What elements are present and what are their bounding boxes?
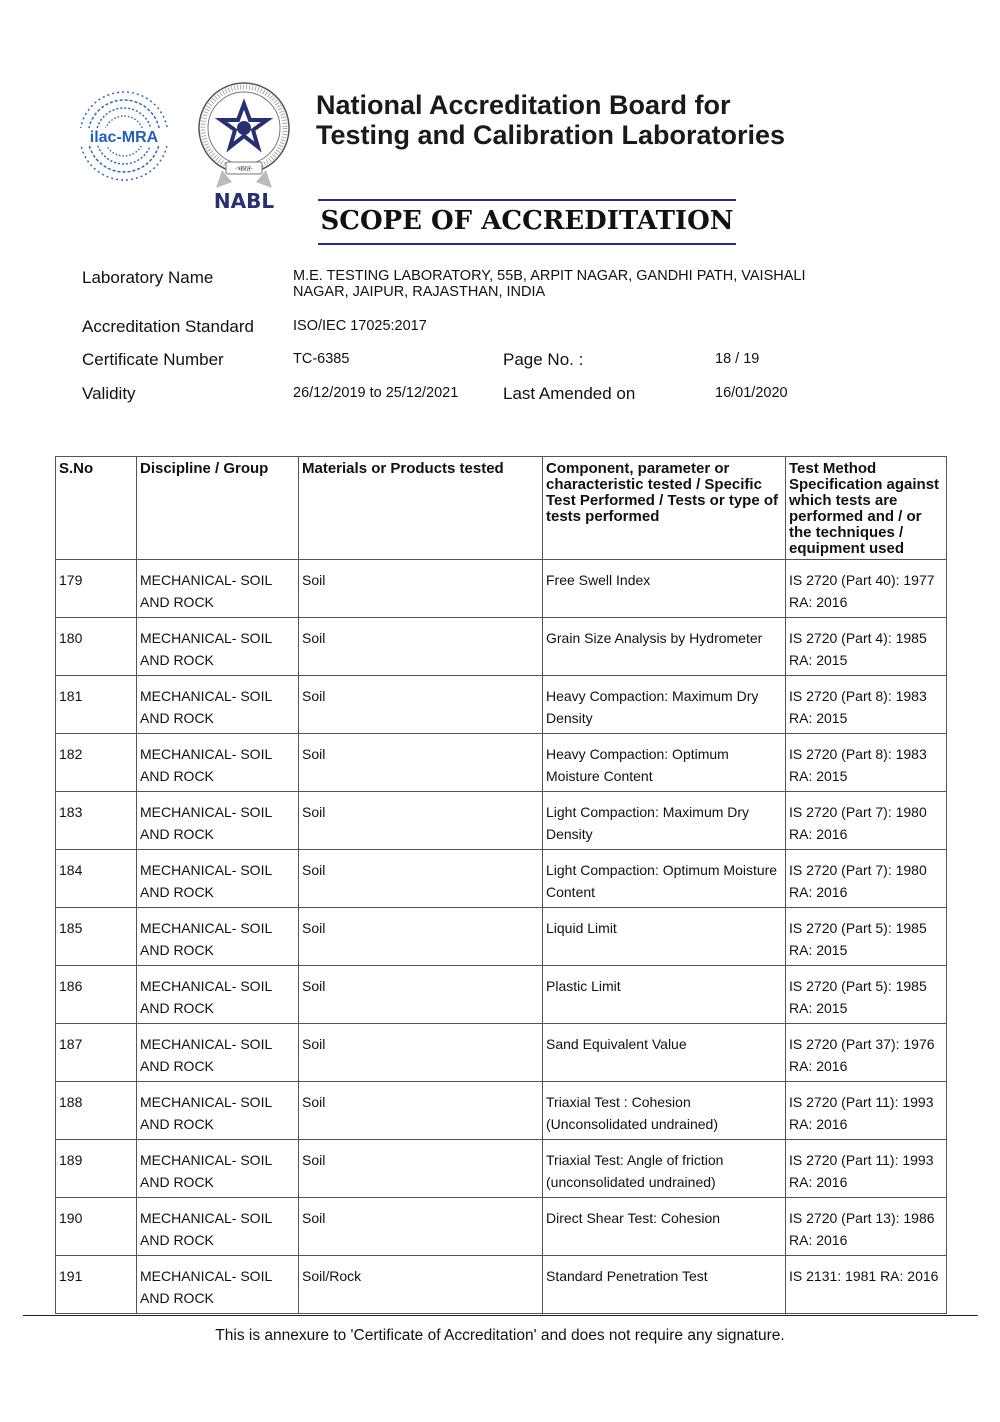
validity-value: 26/12/2019 to 25/12/2021 <box>293 385 459 401</box>
cell-sno: 186 <box>56 966 137 1024</box>
cell-method: IS 2720 (Part 8): 1983 RA: 2015 <box>786 676 947 734</box>
cell-discipline: MECHANICAL- SOIL AND ROCK <box>137 908 299 966</box>
header-sno: S.No <box>56 457 137 560</box>
cell-sno: 182 <box>56 734 137 792</box>
cell-sno: 187 <box>56 1024 137 1082</box>
header-discipline: Discipline / Group <box>137 457 299 560</box>
table-row <box>56 1140 947 1198</box>
cell-component: Free Swell Index <box>543 560 786 618</box>
cell-material: Soil <box>299 618 543 676</box>
table-row <box>56 734 947 792</box>
table-row <box>56 850 947 908</box>
cell-method: IS 2720 (Part 40): 1977 RA: 2016 <box>786 560 947 618</box>
cell-material: Soil <box>299 792 543 850</box>
cell-discipline: MECHANICAL- SOIL AND ROCK <box>137 734 299 792</box>
cell-discipline: MECHANICAL- SOIL AND ROCK <box>137 676 299 734</box>
cell-material: Soil <box>299 966 543 1024</box>
cell-method: IS 2720 (Part 37): 1976 RA: 2016 <box>786 1024 947 1082</box>
cell-component: Light Compaction: Maximum Dry Density <box>543 792 786 850</box>
certificate-number-label: Certificate Number <box>82 350 224 369</box>
cell-material: Soil/Rock <box>299 1256 543 1314</box>
header-materials: Materials or Products tested <box>299 457 543 560</box>
last-amended-value: 16/01/2020 <box>715 385 788 401</box>
cell-method: IS 2131: 1981 RA: 2016 <box>786 1256 947 1314</box>
header-component: Component, parameter or characteristic tested / Specific Test Performed / Tests or type of tests performed <box>543 457 786 560</box>
org-title-line1: National Accreditation Board for <box>316 90 731 120</box>
nabl-logo-text: NABL <box>213 189 275 213</box>
ilac-mra-logo-text: ilac-MRA <box>89 129 159 146</box>
certificate-number-value: TC-6385 <box>293 351 350 367</box>
cell-component: Triaxial Test : Cohesion (Unconsolidated undrained) <box>543 1082 786 1140</box>
cell-material: Soil <box>299 1082 543 1140</box>
last-amended-label: Last Amended on <box>503 384 636 403</box>
footer-divider <box>23 1315 978 1316</box>
cell-discipline: MECHANICAL- SOIL AND ROCK <box>137 850 299 908</box>
ilac-mra-logo <box>76 88 172 184</box>
cell-component: Heavy Compaction: Optimum Moisture Content <box>543 734 786 792</box>
cell-method: IS 2720 (Part 4): 1985 RA: 2015 <box>786 618 947 676</box>
table-row <box>56 1198 947 1256</box>
cell-discipline: MECHANICAL- SOIL AND ROCK <box>137 1256 299 1314</box>
table-row <box>56 908 947 966</box>
cell-material: Soil <box>299 676 543 734</box>
table-row <box>56 966 947 1024</box>
table-row <box>56 1256 947 1314</box>
lab-name-value <box>293 268 805 300</box>
table-row <box>56 792 947 850</box>
lab-name-line1: M.E. TESTING LABORATORY, 55B, ARPIT NAGAR, GANDHI PATH, VAISHALI <box>293 268 806 284</box>
scope-title-box <box>318 199 736 245</box>
cell-component: Light Compaction: Optimum Moisture Content <box>543 850 786 908</box>
page-number-label: Page No. : <box>503 350 584 369</box>
cell-method: IS 2720 (Part 7): 1980 RA: 2016 <box>786 792 947 850</box>
cell-sno: 190 <box>56 1198 137 1256</box>
cell-sno: 184 <box>56 850 137 908</box>
cell-sno: 189 <box>56 1140 137 1198</box>
cell-material: Soil <box>299 1198 543 1256</box>
lab-name-label: Laboratory Name <box>82 268 214 287</box>
cell-material: Soil <box>299 1024 543 1082</box>
cell-material: Soil <box>299 1140 543 1198</box>
scope-title: SCOPE OF ACCREDITATION <box>320 206 734 236</box>
cell-discipline: MECHANICAL- SOIL AND ROCK <box>137 1198 299 1256</box>
cell-component: Grain Size Analysis by Hydrometer <box>543 618 786 676</box>
cell-method: IS 2720 (Part 5): 1985 RA: 2015 <box>786 966 947 1024</box>
nabl-logo <box>194 80 294 214</box>
cell-method: IS 2720 (Part 11): 1993 RA: 2016 <box>786 1140 947 1198</box>
cell-component: Direct Shear Test: Cohesion <box>543 1198 786 1256</box>
scope-table <box>55 456 947 1314</box>
table-header-row <box>56 457 947 560</box>
cell-method: IS 2720 (Part 7): 1980 RA: 2016 <box>786 850 947 908</box>
table-row <box>56 560 947 618</box>
cell-method: IS 2720 (Part 8): 1983 RA: 2015 <box>786 734 947 792</box>
table-row <box>56 1082 947 1140</box>
cell-sno: 185 <box>56 908 137 966</box>
cell-discipline: MECHANICAL- SOIL AND ROCK <box>137 1024 299 1082</box>
lab-name-line2: NAGAR, JAIPUR, RAJASTHAN, INDIA <box>293 284 546 300</box>
cell-component: Sand Equivalent Value <box>543 1024 786 1082</box>
nabl-ribbon-text: ·भारत· <box>234 165 254 173</box>
cell-component: Standard Penetration Test <box>543 1256 786 1314</box>
cell-discipline: MECHANICAL- SOIL AND ROCK <box>137 1082 299 1140</box>
table-row <box>56 618 947 676</box>
cell-component: Plastic Limit <box>543 966 786 1024</box>
standard-label: Accreditation Standard <box>82 317 254 336</box>
cell-discipline: MECHANICAL- SOIL AND ROCK <box>137 966 299 1024</box>
standard-value: ISO/IEC 17025:2017 <box>293 318 427 334</box>
cell-sno: 181 <box>56 676 137 734</box>
cell-material: Soil <box>299 734 543 792</box>
header-test-method: Test Method Specification against which tests are performed and / or the techniques / equipment used <box>786 457 947 560</box>
page-number-value: 18 / 19 <box>715 351 760 367</box>
table-row <box>56 1024 947 1082</box>
cell-discipline: MECHANICAL- SOIL AND ROCK <box>137 1140 299 1198</box>
cell-material: Soil <box>299 908 543 966</box>
table-row <box>56 676 947 734</box>
cell-sno: 179 <box>56 560 137 618</box>
organization-title <box>316 90 785 150</box>
org-title-line2: Testing and Calibration Laboratories <box>316 120 786 150</box>
cell-sno: 180 <box>56 618 137 676</box>
cell-sno: 183 <box>56 792 137 850</box>
cell-method: IS 2720 (Part 5): 1985 RA: 2015 <box>786 908 947 966</box>
cell-material: Soil <box>299 560 543 618</box>
cell-component: Heavy Compaction: Maximum Dry Density <box>543 676 786 734</box>
cell-method: IS 2720 (Part 13): 1986 RA: 2016 <box>786 1198 947 1256</box>
cell-discipline: MECHANICAL- SOIL AND ROCK <box>137 560 299 618</box>
cell-method: IS 2720 (Part 11): 1993 RA: 2016 <box>786 1082 947 1140</box>
cell-sno: 188 <box>56 1082 137 1140</box>
cell-component: Triaxial Test: Angle of friction (unconsolidated undrained) <box>543 1140 786 1198</box>
cell-component: Liquid Limit <box>543 908 786 966</box>
cell-discipline: MECHANICAL- SOIL AND ROCK <box>137 618 299 676</box>
cell-sno: 191 <box>56 1256 137 1314</box>
validity-label: Validity <box>82 384 136 403</box>
footer-note: This is annexure to 'Certificate of Accreditation' and does not require any signature. <box>215 1327 785 1344</box>
cell-discipline: MECHANICAL- SOIL AND ROCK <box>137 792 299 850</box>
cell-material: Soil <box>299 850 543 908</box>
